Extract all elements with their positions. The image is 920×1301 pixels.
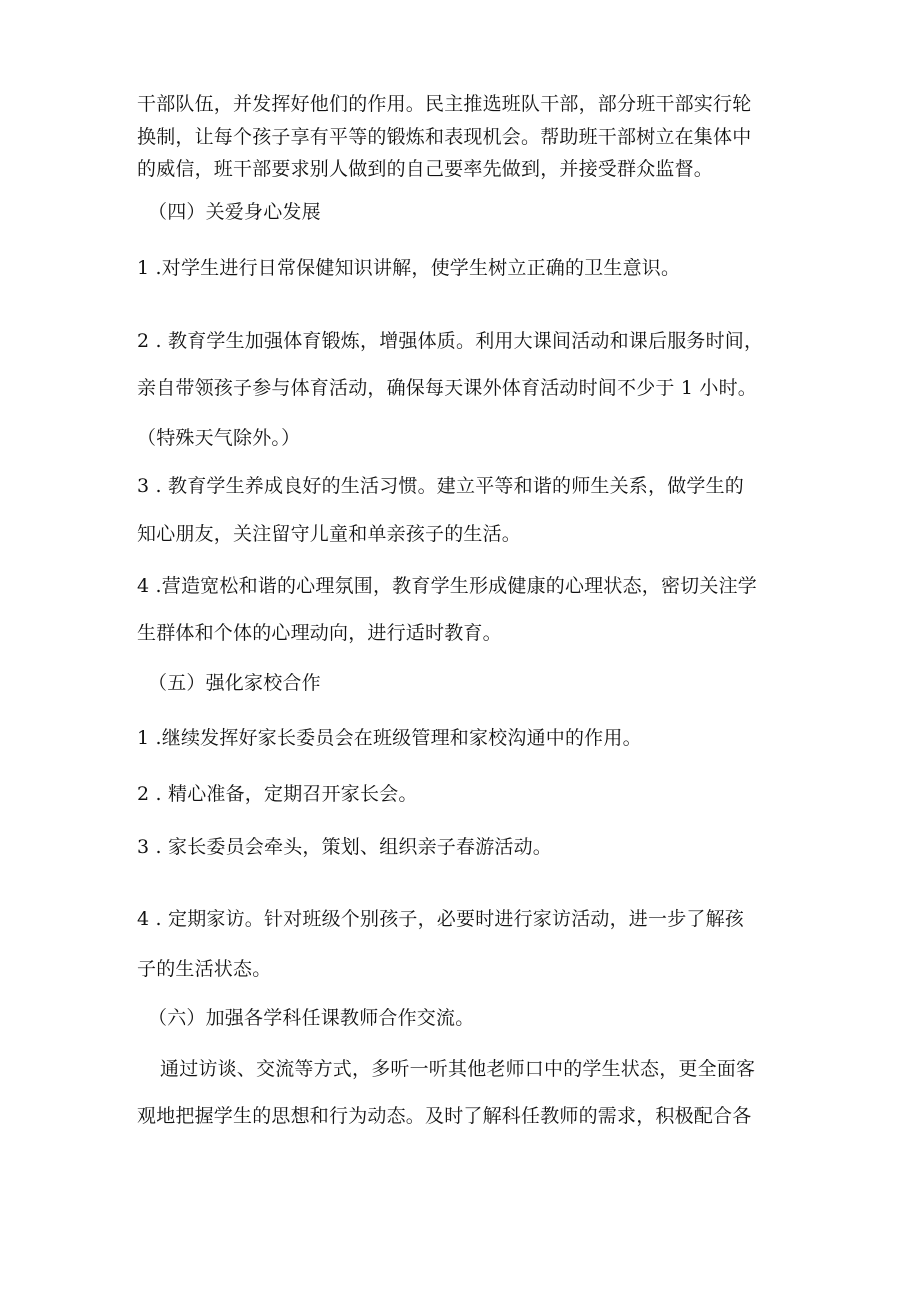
list-item: 2 . 教育学生加强体育锻炼，增强体质。利用大课间活动和课后服务时间， bbox=[137, 330, 764, 352]
paragraph-line: 干部队伍，并发挥好他们的作用。民主推选班队干部，部分班干部实行轮 bbox=[137, 93, 752, 115]
list-item-continuation: （特殊天气除外。） bbox=[137, 427, 301, 449]
section-heading-4: （四）关爱身心发展 bbox=[148, 201, 321, 223]
list-item: 3 . 教育学生养成良好的生活习惯。建立平等和谐的师生关系，做学生的 bbox=[137, 475, 745, 497]
list-item-continuation: 子的生活状态。 bbox=[137, 958, 272, 980]
list-item: 1 .对学生进行日常保健知识讲解，使学生树立正确的卫生意识。 bbox=[137, 257, 681, 279]
section-heading-5: （五）强化家校合作 bbox=[148, 672, 321, 694]
list-item: 4 .营造宽松和谐的心理氛围，教育学生形成健康的心理状态，密切关注学 bbox=[137, 575, 757, 597]
list-item: 1 .继续发挥好家长委员会在班级管理和家校沟通中的作用。 bbox=[137, 727, 642, 749]
paragraph-line: 观地把握学生的思想和行为动态。及时了解科任教师的需求，积极配合各 bbox=[137, 1105, 752, 1127]
paragraph-line: 通过访谈、交流等方式，多听一听其他老师口中的学生状态，更全面客 bbox=[160, 1058, 756, 1080]
list-item-continuation: 亲自带领孩子参与体育活动，确保每天课外体育活动时间不少于 1 小时。 bbox=[137, 377, 757, 399]
list-item-continuation: 知心朋友，关注留守儿童和单亲孩子的生活。 bbox=[137, 523, 522, 545]
list-item: 3 . 家长委员会牵头，策划、组织亲子春游活动。 bbox=[137, 836, 553, 858]
list-item-continuation: 生群体和个体的心理动向，进行适时教育。 bbox=[137, 622, 502, 644]
paragraph-line: 换制，让每个孩子享有平等的锻炼和表现机会。帮助班干部树立在集体中 bbox=[137, 126, 752, 148]
section-heading-6: （六）加强各学科任课教师合作交流。 bbox=[148, 1007, 475, 1029]
list-item: 2 . 精心准备，定期召开家长会。 bbox=[137, 783, 418, 805]
paragraph-line: 的威信，班干部要求别人做到的自己要率先做到，并接受群众监督。 bbox=[137, 158, 714, 180]
list-item: 4 . 定期家访。针对班级个别孩子，必要时进行家访活动，进一步了解孩 bbox=[137, 908, 745, 930]
